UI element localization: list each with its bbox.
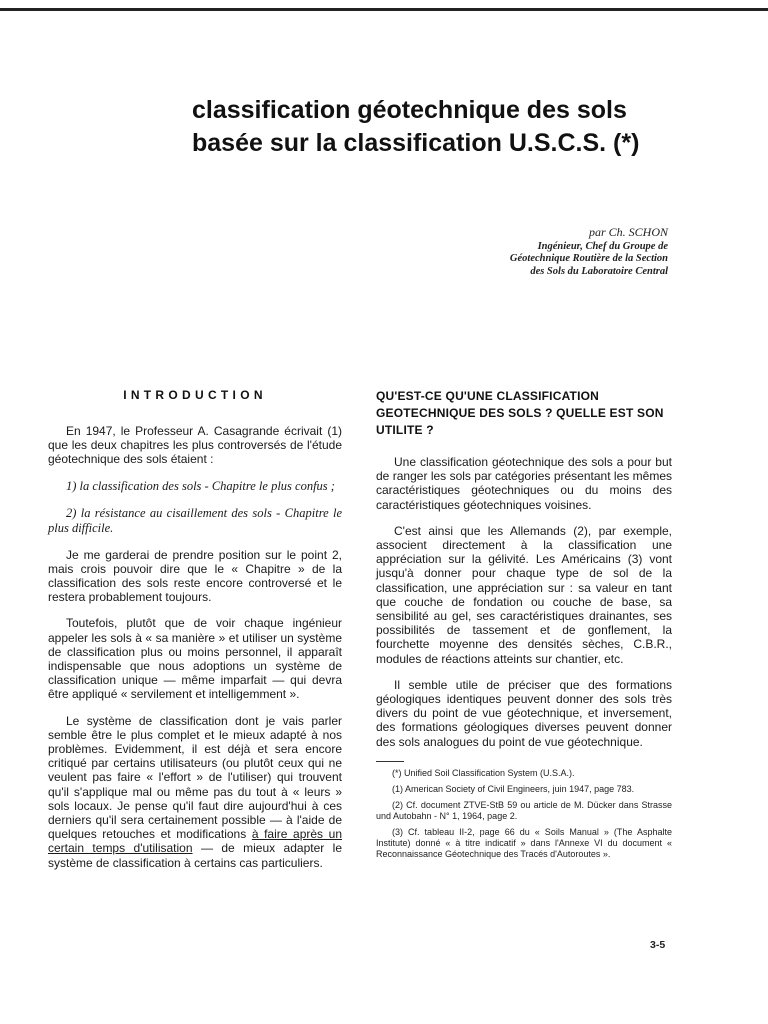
right-column <box>376 388 672 865</box>
byline <box>510 226 668 278</box>
paragraph: En 1947, le Professeur A. Casagrande écrivait (1) que les deux chapitres les plus controversés de l'étude géotechnique des sols étaient : <box>48 424 342 467</box>
title-line-2: basée sur la classification U.S.C.S. (*) <box>192 129 640 157</box>
affiliation-line: des Sols du Laboratoire Central <box>530 265 668 277</box>
list-item: 2) la résistance au cisaillement des sols - Chapitre le plus difficile. <box>48 505 342 535</box>
footnote: (3) Cf. tableau II-2, page 66 du « Soils Manual » (The Asphalte Institute) donné « à titre indicatif » dans l'Annexe VI du document « Reconnaissance Géotechnique des Tracés d'Autoroutes ». <box>376 826 672 859</box>
section-heading-introduction: INTRODUCTION <box>123 388 267 402</box>
affiliation <box>510 241 668 279</box>
paragraph: Une classification géotechnique des sols a pour but de ranger les sols par catégories présentant les mêmes caractéristiques géotechniques ou du moins des caractéristiques géotechniques voisines. <box>376 455 672 512</box>
section-heading-classification: QU'EST-CE QU'UNE CLASSIFICATION GEOTECHNIQUE DES SOLS ? QUELLE EST SON UTILITE ? <box>376 389 664 437</box>
title-line-1: classification géotechnique des sols <box>192 96 627 124</box>
affiliation-line: Ingénieur, Chef du Groupe de <box>537 240 668 252</box>
article-title <box>192 94 712 160</box>
paragraph: C'est ainsi que les Allemands (2), par exemple, associent directement à la classification une appréciation sur la gélivité. Les Américains (3) vont jusqu'à donner pour chaque type de sol de la classification, une appréciation sur : sa valeur en tant que couche de fondation ou couche de base, sa sensibilité au gel, ses caractéristiques drainantes, ses possibilités de tassement et de gonflement, la fourchette moyenne des densités sèches, C.B.R., modules de réactions atteints sur chantier, etc. <box>376 523 672 666</box>
author: par Ch. SCHON <box>588 225 668 239</box>
footnote-rule <box>376 761 404 762</box>
affiliation-line: Géotechnique Routière de la Section <box>509 253 668 264</box>
text-run: Le système de classification dont je vais parler semble être le plus complet et le mieux adapté à nos problèmes. Evidemment, il est déjà et sera encore critiqué par certains utilisateurs (ou plutôt ceux qui ne veulent pas faire « l'effort » de l'utiliser) qui trouvent qu'il s'applique mal ou même pas du tout à « leurs » sols locaux. Je pense qu'il faut dire aujourd'hui à ces derniers qu'il sera certainement possible — à l'aide de quelques retouches et modifications <box>48 713 342 842</box>
underlined-text: à faire après un certain temps d'utilisation <box>48 827 342 856</box>
list-item: 1) la classification des sols - Chapitre le plus confus ; <box>66 478 335 493</box>
footnote: (*) Unified Soil Classification System (U.S.A.). <box>392 767 575 778</box>
paragraph: Toutefois, plutôt que de voir chaque ingénieur appeler les sols à « sa manière » et utiliser un système de classification plus ou moins personnel, il apparaît indispensable que nous adoptions un système de classification unique — même imparfait — qui devra être appliqué « servilement et intelligemment ». <box>48 616 342 702</box>
footnote: (1) American Society of Civil Engineers, juin 1947, page 783. <box>392 783 635 794</box>
left-column <box>48 388 342 882</box>
footnote: (2) Cf. document ZTVE-StB 59 ou article de M. Dücker dans Strasse und Autobahn - N° 1, 1964, page 2. <box>376 799 672 821</box>
text-run: — de mieux adapter le système de classification à certains cas particuliers. <box>48 841 342 870</box>
paragraph <box>48 714 342 870</box>
top-rule <box>0 8 768 11</box>
paragraph: Je me garderai de prendre position sur le point 2, mais crois pouvoir dire que le « Chapitre » de la classification des sols reste encore controversé et le restera probablement toujours. <box>48 547 342 605</box>
paragraph: Il semble utile de préciser que des formations géologiques identiques peuvent donner des sols très divers du point de vue géotechnique, et inversement, des formations géologiques diverses peuvent donner des sols analogues du point de vue géotechnique. <box>376 677 672 749</box>
page-number: 3-5 <box>650 939 666 951</box>
